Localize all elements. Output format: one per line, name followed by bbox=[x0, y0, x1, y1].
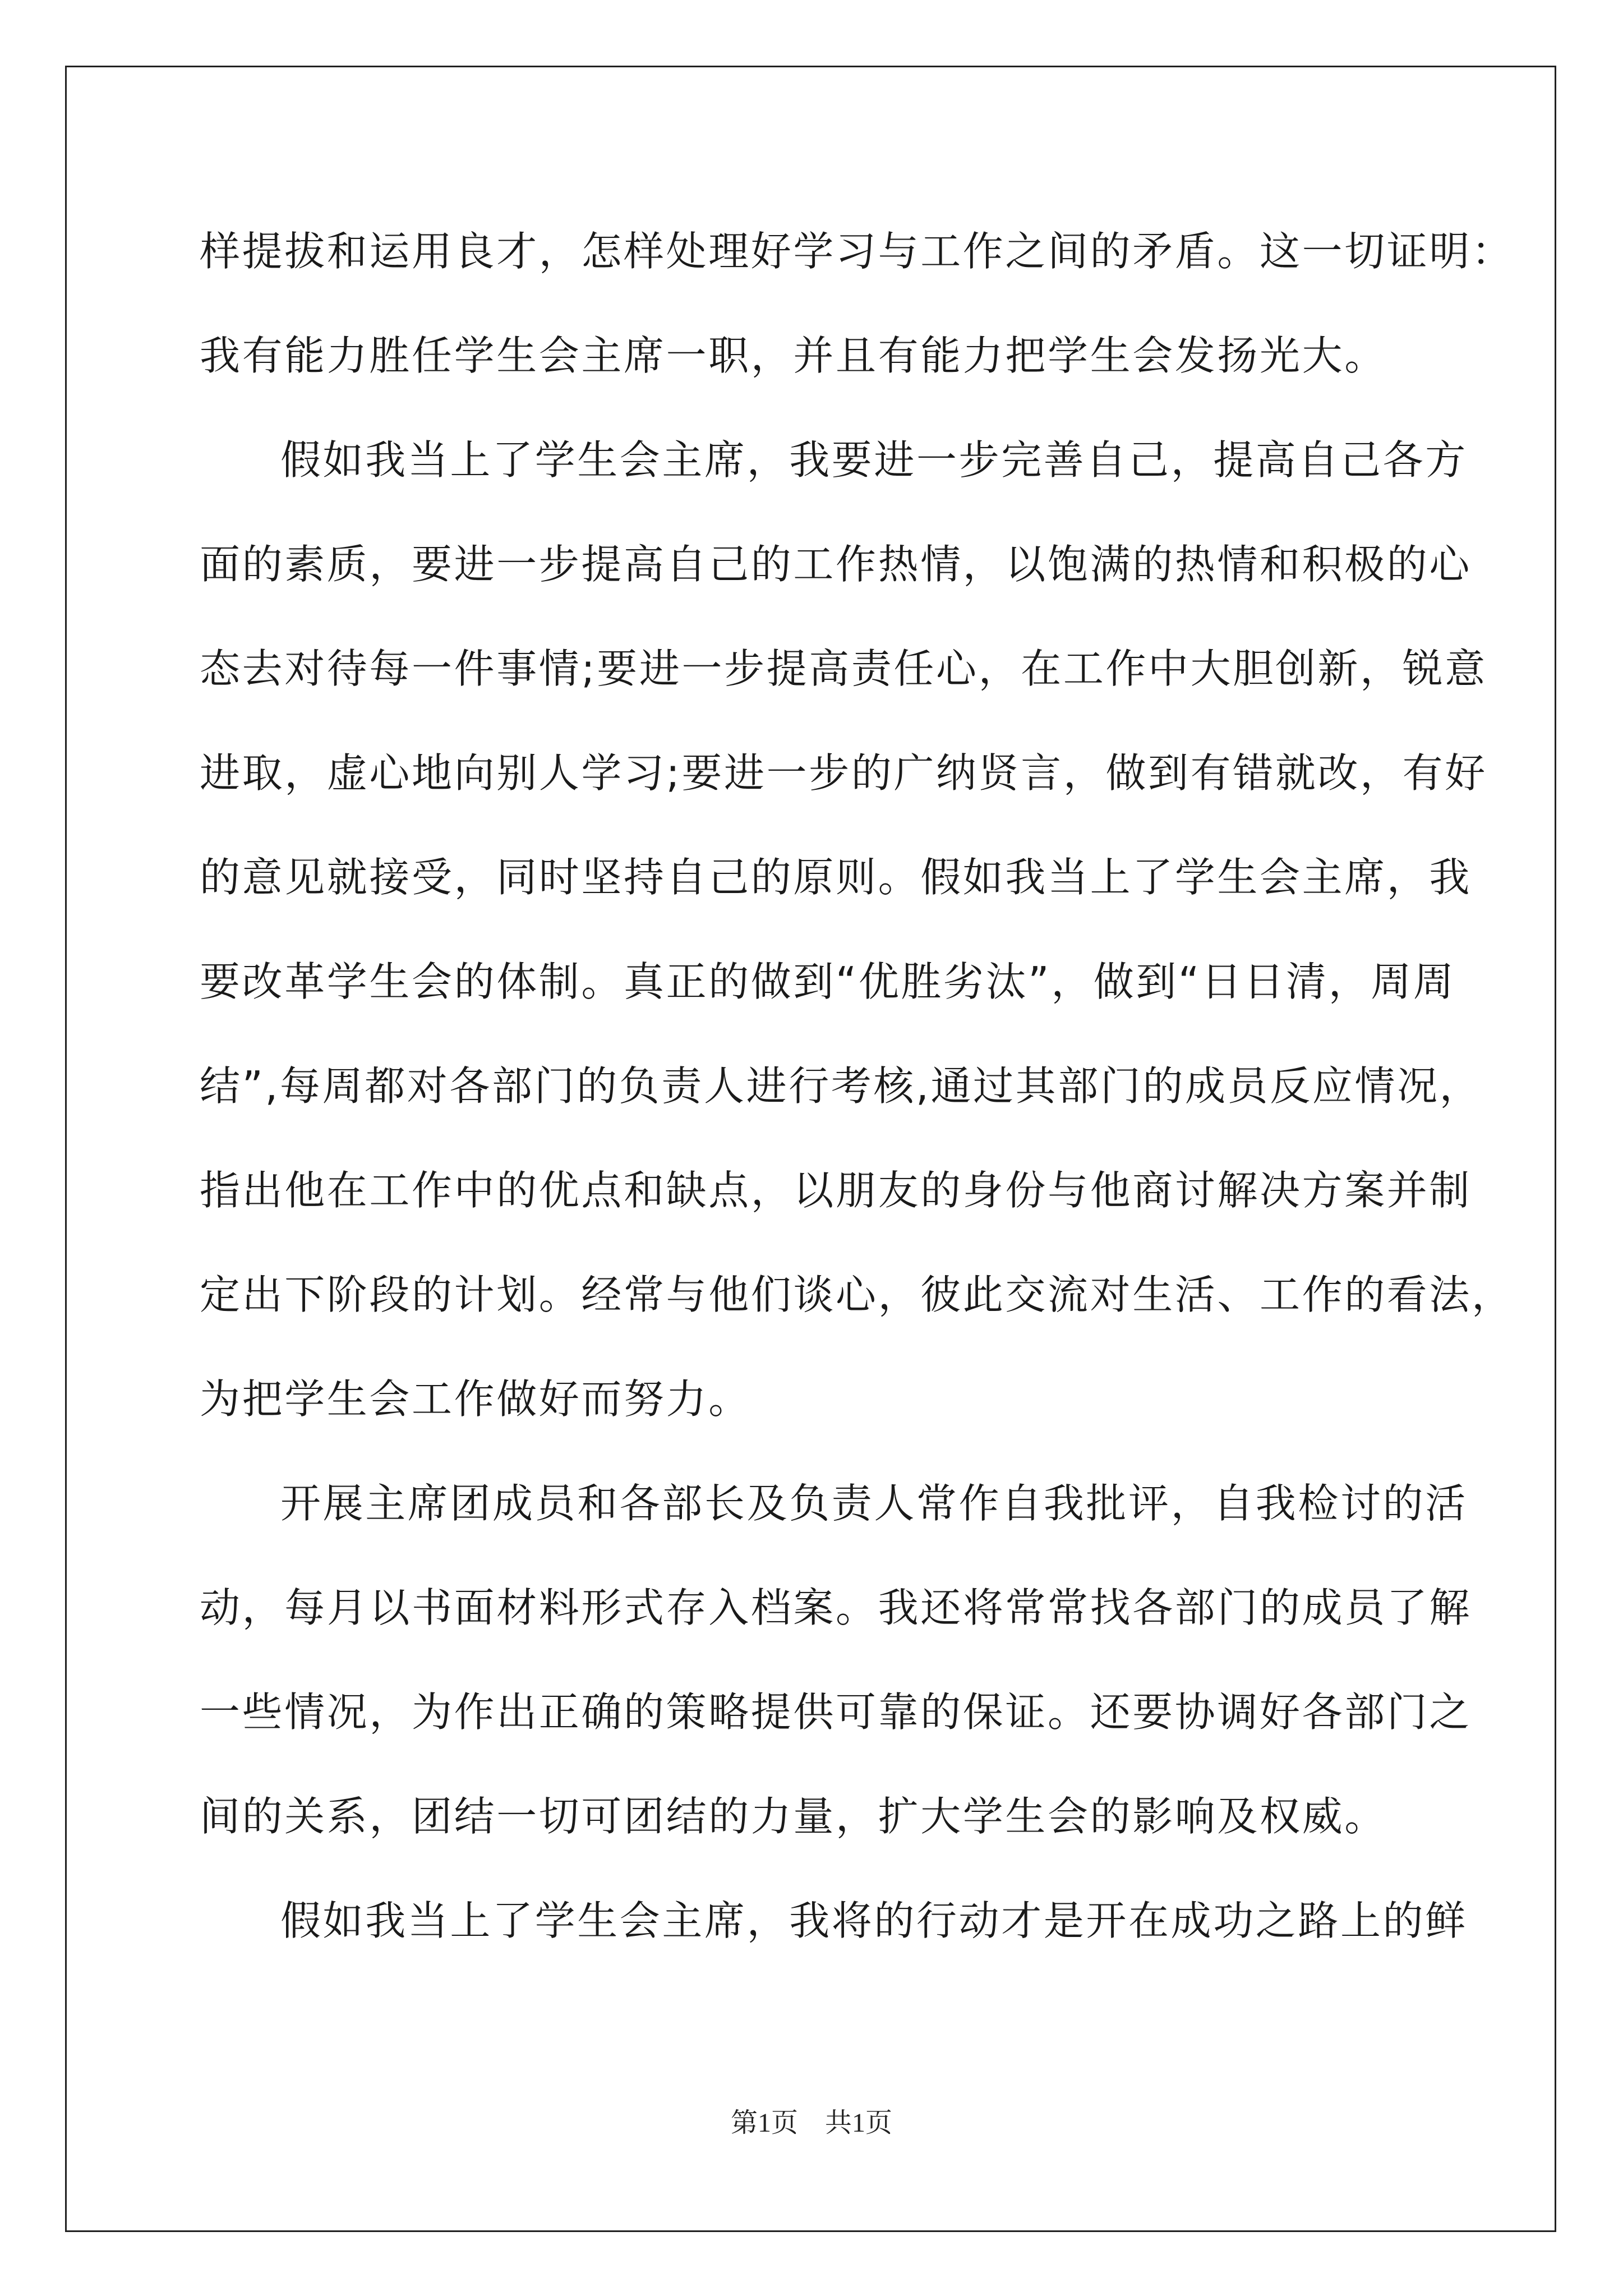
paragraph-first-line: 假如我当上了学生会主席，我要进一步完善自己，提高自己各方 bbox=[280, 436, 1468, 484]
document-body bbox=[200, 199, 1514, 1973]
text-line: 态去对待每一件事情;要进一步提高责任心，在工作中大胆创新，锐意 bbox=[200, 645, 1487, 692]
text-line: 指出他在工作中的优点和缺点，以朋友的身份与他商讨解决方案并制 bbox=[200, 1167, 1472, 1214]
text-line: 的意见就接受，同时坚持自己的原则。假如我当上了学生会主席，我 bbox=[200, 854, 1472, 901]
text-line: 为把学生会工作做好而努力。 bbox=[200, 1375, 751, 1423]
text-line: 面的素质，要进一步提高自己的工作热情，以饱满的热情和积极的心 bbox=[200, 541, 1472, 588]
text-line: 进取，虚心地向别人学习;要进一步的广纳贤言，做到有错就改，有好 bbox=[200, 749, 1487, 797]
text-line: 定出下阶段的计划。经常与他们谈心，彼此交流对生活、工作的看法， bbox=[200, 1271, 1514, 1318]
text-line: 要改革学生会的体制。真正的做到“优胜劣汰”，做到“日日清，周周 bbox=[200, 958, 1456, 1005]
text-line: 一些情况，为作出正确的策略提供可靠的保证。还要协调好各部门之 bbox=[200, 1688, 1472, 1736]
paragraph-first-line: 开展主席团成员和各部长及负责人常作自我批评，自我检讨的活 bbox=[280, 1480, 1468, 1527]
paragraph-first-line: 假如我当上了学生会主席，我将的行动才是开在成功之路上的鲜 bbox=[280, 1897, 1468, 1944]
page-number-footer: 第1页 共1页 bbox=[730, 2108, 892, 2138]
text-line: 结”,每周都对各部门的负责人进行考核,通过其部门的成员反应情况， bbox=[200, 1062, 1482, 1110]
text-line: 间的关系，团结一切可团结的力量，扩大学生会的影响及权威。 bbox=[200, 1793, 1387, 1840]
text-line: 我有能力胜任学生会主席一职，并且有能力把学生会发扬光大。 bbox=[200, 332, 1387, 379]
text-line: 样提拔和运用良才，怎样处理好学习与工作之间的矛盾。这一切证明： bbox=[200, 228, 1514, 275]
text-line: 动，每月以书面材料形式存入档案。我还将常常找各部门的成员了解 bbox=[200, 1584, 1472, 1631]
